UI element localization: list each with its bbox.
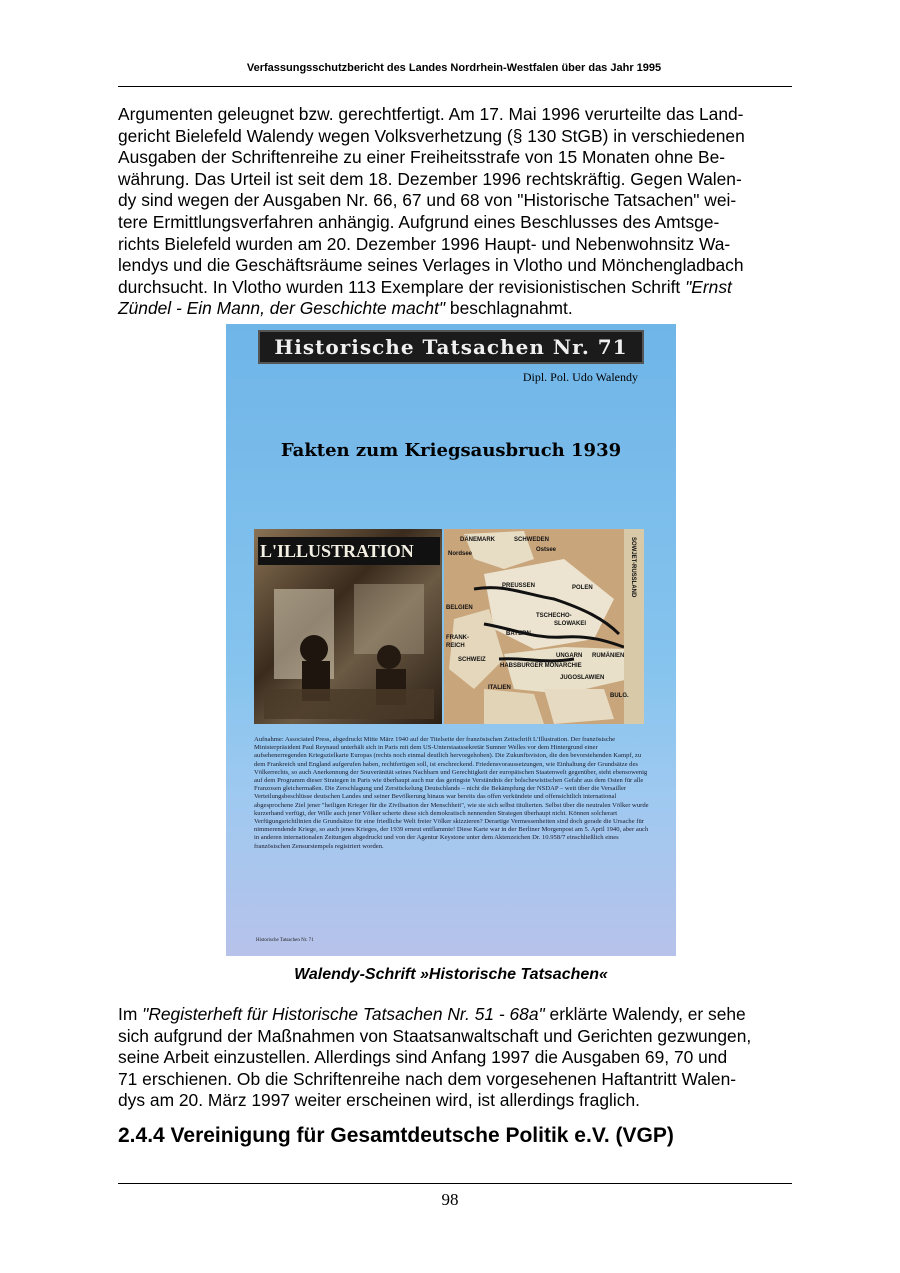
p2-line: sich aufgrund der Maßnahmen von Staatsanwaltschaft und Gerichten gezwungen,	[118, 1025, 752, 1046]
header-rule	[118, 86, 792, 87]
brochure-body-text: Aufnahme: Associated Press, abgedruckt Mitte März 1940 auf der Titelseite der französischen Zeitschrift L'Illustration. Der französische Ministerpräsident Paul Reynaud unterhält sich in Paris mit dem US-Unterstaatssekretär Sumner Welles vor dem Hintergrund einer aufsehenerregenden Kriegszielkarte Europas (rechts noch einmal deutlich hervorgehoben). Die Zukunftsvision, die den bevorstehenden Kampf, zu dem Frankreich und England aufgerufen haben, rechtfertigen soll, ist erschreckend. Friedensvoraussetzungen, wie Einhaltung der Grundsätze des Völkerrechts, so auch Anerkennung der Souveränität seines Nachbarn und Gerechtigkeit der europäischen Staatenwelt gegenüber, steht ebensowenig auf dem Programm dieser Strategen in Paris wie überhaupt auch nur das geringste Verständnis der bolschewistischen Gefahr aus dem Osten für alle Franzosen gleichermaßen. Die Zerschlagung und Zerstückelung Deutschlands – nicht die Bekämpfung der NSDAP – weit über die Versailler Verteilungsbeschlüsse deutschen Landes und seiner Bevölkerung hinaus war bereits das offen verkündete und offensichtlich international abgesprochene Ziel jener "heiligen Krieger für die Zivilisation der Menschheit", wie sie sich selbst titulierten. Selbst über die neutralen Völker wurde kurzerhand verfügt, der Wille auch jener Völker scherte diese sich demokratisch nennenden Strategen überhaupt nicht. Können solcherart Verfügungsrichtlinien die Grundsätze für eine friedliche Welt freier Völker skizzieren? Derartige Vermessenheiten sind doch gerade die Ursache für nimmerendende Kriege, so auch jenes Krieges, der 1939 erneut entflammte! Diese Karte war in der Berliner Morgenpost am 5. April 1940, aber auch in anderen internationalen Zeitungen abgedruckt und von der Agentur Keystone unter dem Aktenzeichen Dr. 10.958/7 einschließlich eines französischen Zensurstempels registriert worden.	[254, 736, 649, 850]
p2-lead: Im	[118, 1004, 143, 1024]
europe-map	[444, 529, 644, 724]
footer-rule	[118, 1183, 792, 1184]
map-label: BELGIEN	[446, 605, 473, 611]
p1-italic-title-cont: Zündel - Ein Mann, der Geschichte macht"	[118, 298, 446, 319]
map-label: RUMÄNIEN	[592, 653, 625, 659]
map-label: Ostsee	[536, 547, 557, 553]
p1-line: Argumenten geleugnet bzw. gerechtfertigt. Am 17. Mai 1996 verurteilte das Land-	[118, 104, 744, 124]
p1-line: Ausgaben der Schriftenreihe zu einer Freiheitsstrafe von 15 Monaten ohne Be-	[118, 147, 726, 168]
paragraph-2	[118, 1004, 790, 1112]
p2-line: 71 erschienen. Ob die Schriftenreihe nach dem vorgesehenen Haftantritt Walen-	[118, 1068, 737, 1089]
p1-line: durchsucht. In Vlotho wurden 113 Exemplare der revisionistischen Schrift	[118, 276, 686, 297]
map-label: UNGARN	[556, 653, 583, 659]
map-label: FRANK-	[446, 635, 469, 641]
p2-line: dys am 20. März 1997 weiter erscheinen wird, ist allerdings fraglich.	[118, 1090, 640, 1111]
map-label: BAYERN	[506, 631, 531, 637]
page-header: Verfassungsschutzbericht des Landes Nordrhein-Westfalen über das Jahr 1995	[246, 62, 662, 74]
map-label: PREUSSEN	[502, 583, 536, 589]
map-label: ITALIEN	[488, 685, 511, 691]
p2-line: erklärte Walendy, er sehe	[544, 1004, 746, 1024]
map-label: JUGOSLAWIEN	[560, 675, 605, 681]
p1-line: währung. Das Urteil ist seit dem 18. Dezember 1996 rechtskräftig. Gegen Walen-	[118, 168, 742, 189]
photo-scene	[254, 529, 442, 724]
brochure-subtitle: Fakten zum Kriegsausbruch 1939	[280, 440, 622, 461]
map-label: SOWJET-RUSSLAND	[630, 537, 636, 598]
p1-line-end: beschlagnahmt.	[445, 298, 573, 319]
map-label: SCHWEDEN	[514, 537, 550, 543]
map-label: HABSBURGER MONARCHIE	[500, 663, 582, 669]
p2-italic-title: "Registerheft für Historische Tatsachen Nr. 51 - 68a"	[142, 1004, 545, 1024]
p1-line: richts Bielefeld wurden am 20. Dezember 1996 Haupt- und Nebenwohnsitz Wa-	[118, 233, 731, 254]
map-label: TSCHECHO-	[536, 613, 572, 619]
map-label: REICH	[446, 643, 465, 649]
map-label: DÄNEMARK	[460, 537, 495, 543]
p1-line: dy sind wegen der Ausgaben Nr. 66, 67 und 68 von "Historische Tatsachen" wei-	[118, 190, 737, 211]
p1-line: lendys und die Geschäftsräume seines Verlages in Vlotho und Mönchengladbach	[118, 255, 744, 276]
section-heading: 2.4.4 Vereinigung für Gesamtdeutsche Politik e.V. (VGP)	[118, 1124, 674, 1147]
map-label: POLEN	[572, 585, 593, 591]
p1-italic-title: "Ernst	[685, 276, 732, 297]
map-label: Nordsee	[448, 551, 473, 557]
p1-line: tere Ermittlungsverfahren anhängig. Aufgrund eines Beschlusses des Amtsge-	[118, 211, 720, 232]
brochure-footnote: Historische Tatsachen Nr. 71	[256, 938, 314, 943]
paragraph-1	[118, 104, 790, 320]
brochure-cover-image	[226, 324, 676, 956]
p1-line: gericht Bielefeld Walendy wegen Volksverhetzung (§ 130 StGB) in verschiedenen	[118, 125, 745, 146]
image-caption: Walendy-Schrift »Historische Tatsachen«	[294, 966, 608, 983]
map-label: SCHWEIZ	[458, 657, 486, 663]
archive-photo	[254, 529, 442, 724]
brochure-author: Dipl. Pol. Udo Walendy	[522, 370, 638, 384]
p2-line: seine Arbeit einzustellen. Allerdings sind Anfang 1997 die Ausgaben 69, 70 und	[118, 1047, 728, 1068]
map-label: SLOWAKEI	[554, 621, 587, 627]
map-label: BULG.	[610, 693, 629, 699]
photo-masthead: L'ILLUSTRATION	[258, 537, 440, 565]
page-number: 98	[441, 1190, 459, 1209]
brochure-masthead: Historische Tatsachen Nr. 71	[258, 330, 644, 364]
